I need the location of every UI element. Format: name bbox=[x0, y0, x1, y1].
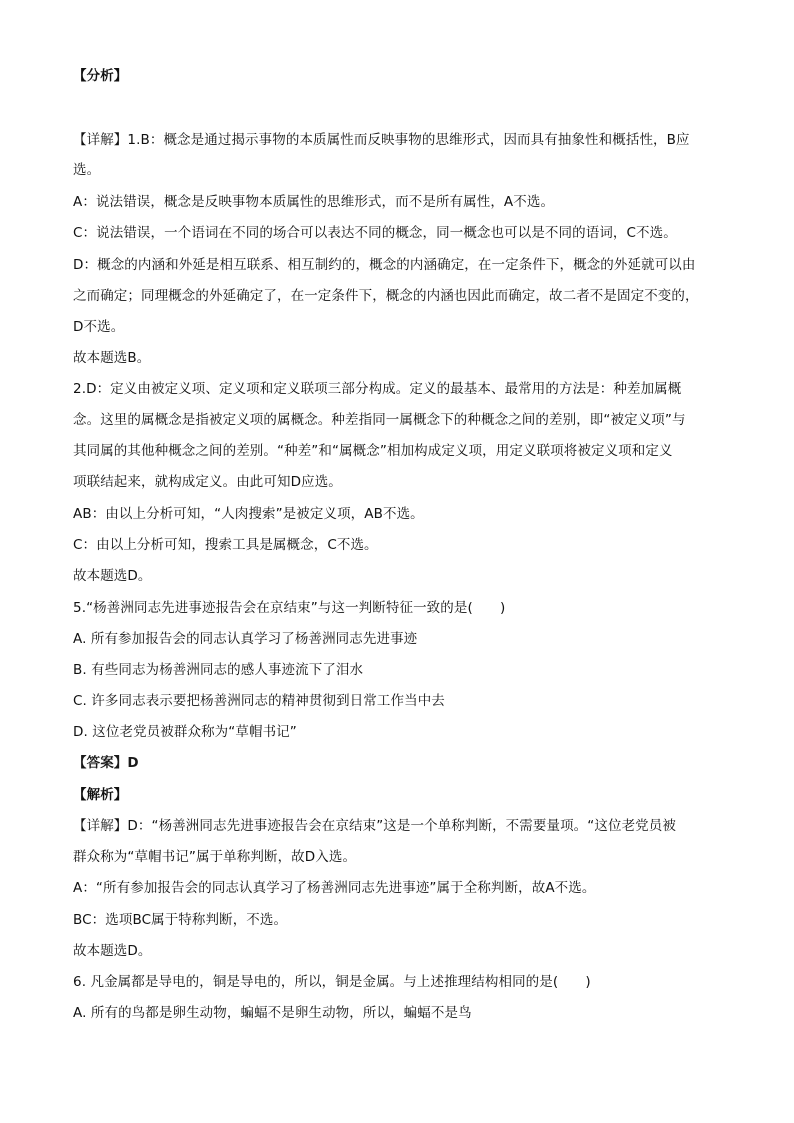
paragraph-line: 2.D：定义由被定义项、定义项和定义联项三部分构成。定义的最基本、最常用的方法是：种差加属概 bbox=[73, 381, 682, 397]
paragraph-line: A：说法错误，概念是反映事物本质属性的思维形式，而不是所有属性，A不选。 bbox=[73, 194, 555, 210]
explanation-heading: 【解析】 bbox=[73, 787, 128, 803]
paragraph-line: 【详解】D：“杨善洲同志先进事迹报告会在京结束”这是一个单称判断，不需要量项。“这位老党员被 bbox=[73, 818, 676, 834]
question-5-stem: 5.“杨善洲同志先进事迹报告会在京结束”与这一判断特征一致的是( ) bbox=[73, 600, 506, 616]
analysis-heading: 【分析】 bbox=[73, 68, 128, 84]
paragraph-line: 其同属的其他种概念之间的差别。“种差”和“属概念”相加构成定义项，用定义联项将被定义项和定义 bbox=[73, 443, 673, 459]
paragraph-line: 故本题选D。 bbox=[73, 568, 152, 584]
question-6-stem: 6. 凡金属都是导电的，铜是导电的，所以，铜是金属。与上述推理结构相同的是( ) bbox=[73, 974, 591, 990]
question-5-option-c: C. 许多同志表示要把杨善洲同志的精神贯彻到日常工作当中去 bbox=[73, 693, 445, 709]
paragraph-line: 故本题选D。 bbox=[73, 943, 152, 959]
answer-label: 【答案】D bbox=[73, 755, 139, 771]
question-5-option-b: B. 有些同志为杨善洲同志的感人事迹流下了泪水 bbox=[73, 662, 364, 678]
paragraph-line: 选。 bbox=[73, 162, 101, 178]
paragraph-line: AB：由以上分析可知，“人肉搜索”是被定义项，AB不选。 bbox=[73, 506, 424, 522]
question-5-option-a: A. 所有参加报告会的同志认真学习了杨善洲同志先进事迹 bbox=[73, 631, 418, 647]
paragraph-line: D不选。 bbox=[73, 319, 125, 335]
paragraph-line: 项联结起来，就构成定义。由此可知D应选。 bbox=[73, 474, 342, 490]
paragraph-line: D：概念的内涵和外延是相互联系、相互制约的，概念的内涵确定，在一定条件下，概念的外延就可以由 bbox=[73, 257, 696, 273]
question-6-option-a: A. 所有的鸟都是卵生动物，蝙蝠不是卵生动物，所以，蝙蝠不是鸟 bbox=[73, 1005, 472, 1021]
paragraph-line: C：说法错误，一个语词在不同的场合可以表达不同的概念，同一概念也可以是不同的语词，C不选。 bbox=[73, 225, 677, 241]
question-5-option-d: D. 这位老党员被群众称为“草帽书记” bbox=[73, 724, 297, 740]
paragraph-line: 之而确定；同理概念的外延确定了，在一定条件下，概念的内涵也因此而确定，故二者不是固定不变的， bbox=[73, 288, 699, 304]
paragraph-line: C：由以上分析可知，搜索工具是属概念，C不选。 bbox=[73, 537, 378, 553]
paragraph-line: A：“所有参加报告会的同志认真学习了杨善洲同志先进事迹”属于全称判断，故A不选。 bbox=[73, 880, 596, 896]
paragraph-line: 念。这里的属概念是指被定义项的属概念。种差指同一属概念下的种概念之间的差别，即“被定义项”与 bbox=[73, 412, 686, 428]
paragraph-line: 群众称为“草帽书记”属于单称判断，故D入选。 bbox=[73, 849, 357, 865]
paragraph-line: 【详解】1.B：概念是通过揭示事物的本质属性而反映事物的思维形式，因而具有抽象性和概括性，B应 bbox=[73, 132, 690, 148]
paragraph-line: 故本题选B。 bbox=[73, 350, 151, 366]
paragraph-line: BC：选项BC属于特称判断，不选。 bbox=[73, 912, 288, 928]
